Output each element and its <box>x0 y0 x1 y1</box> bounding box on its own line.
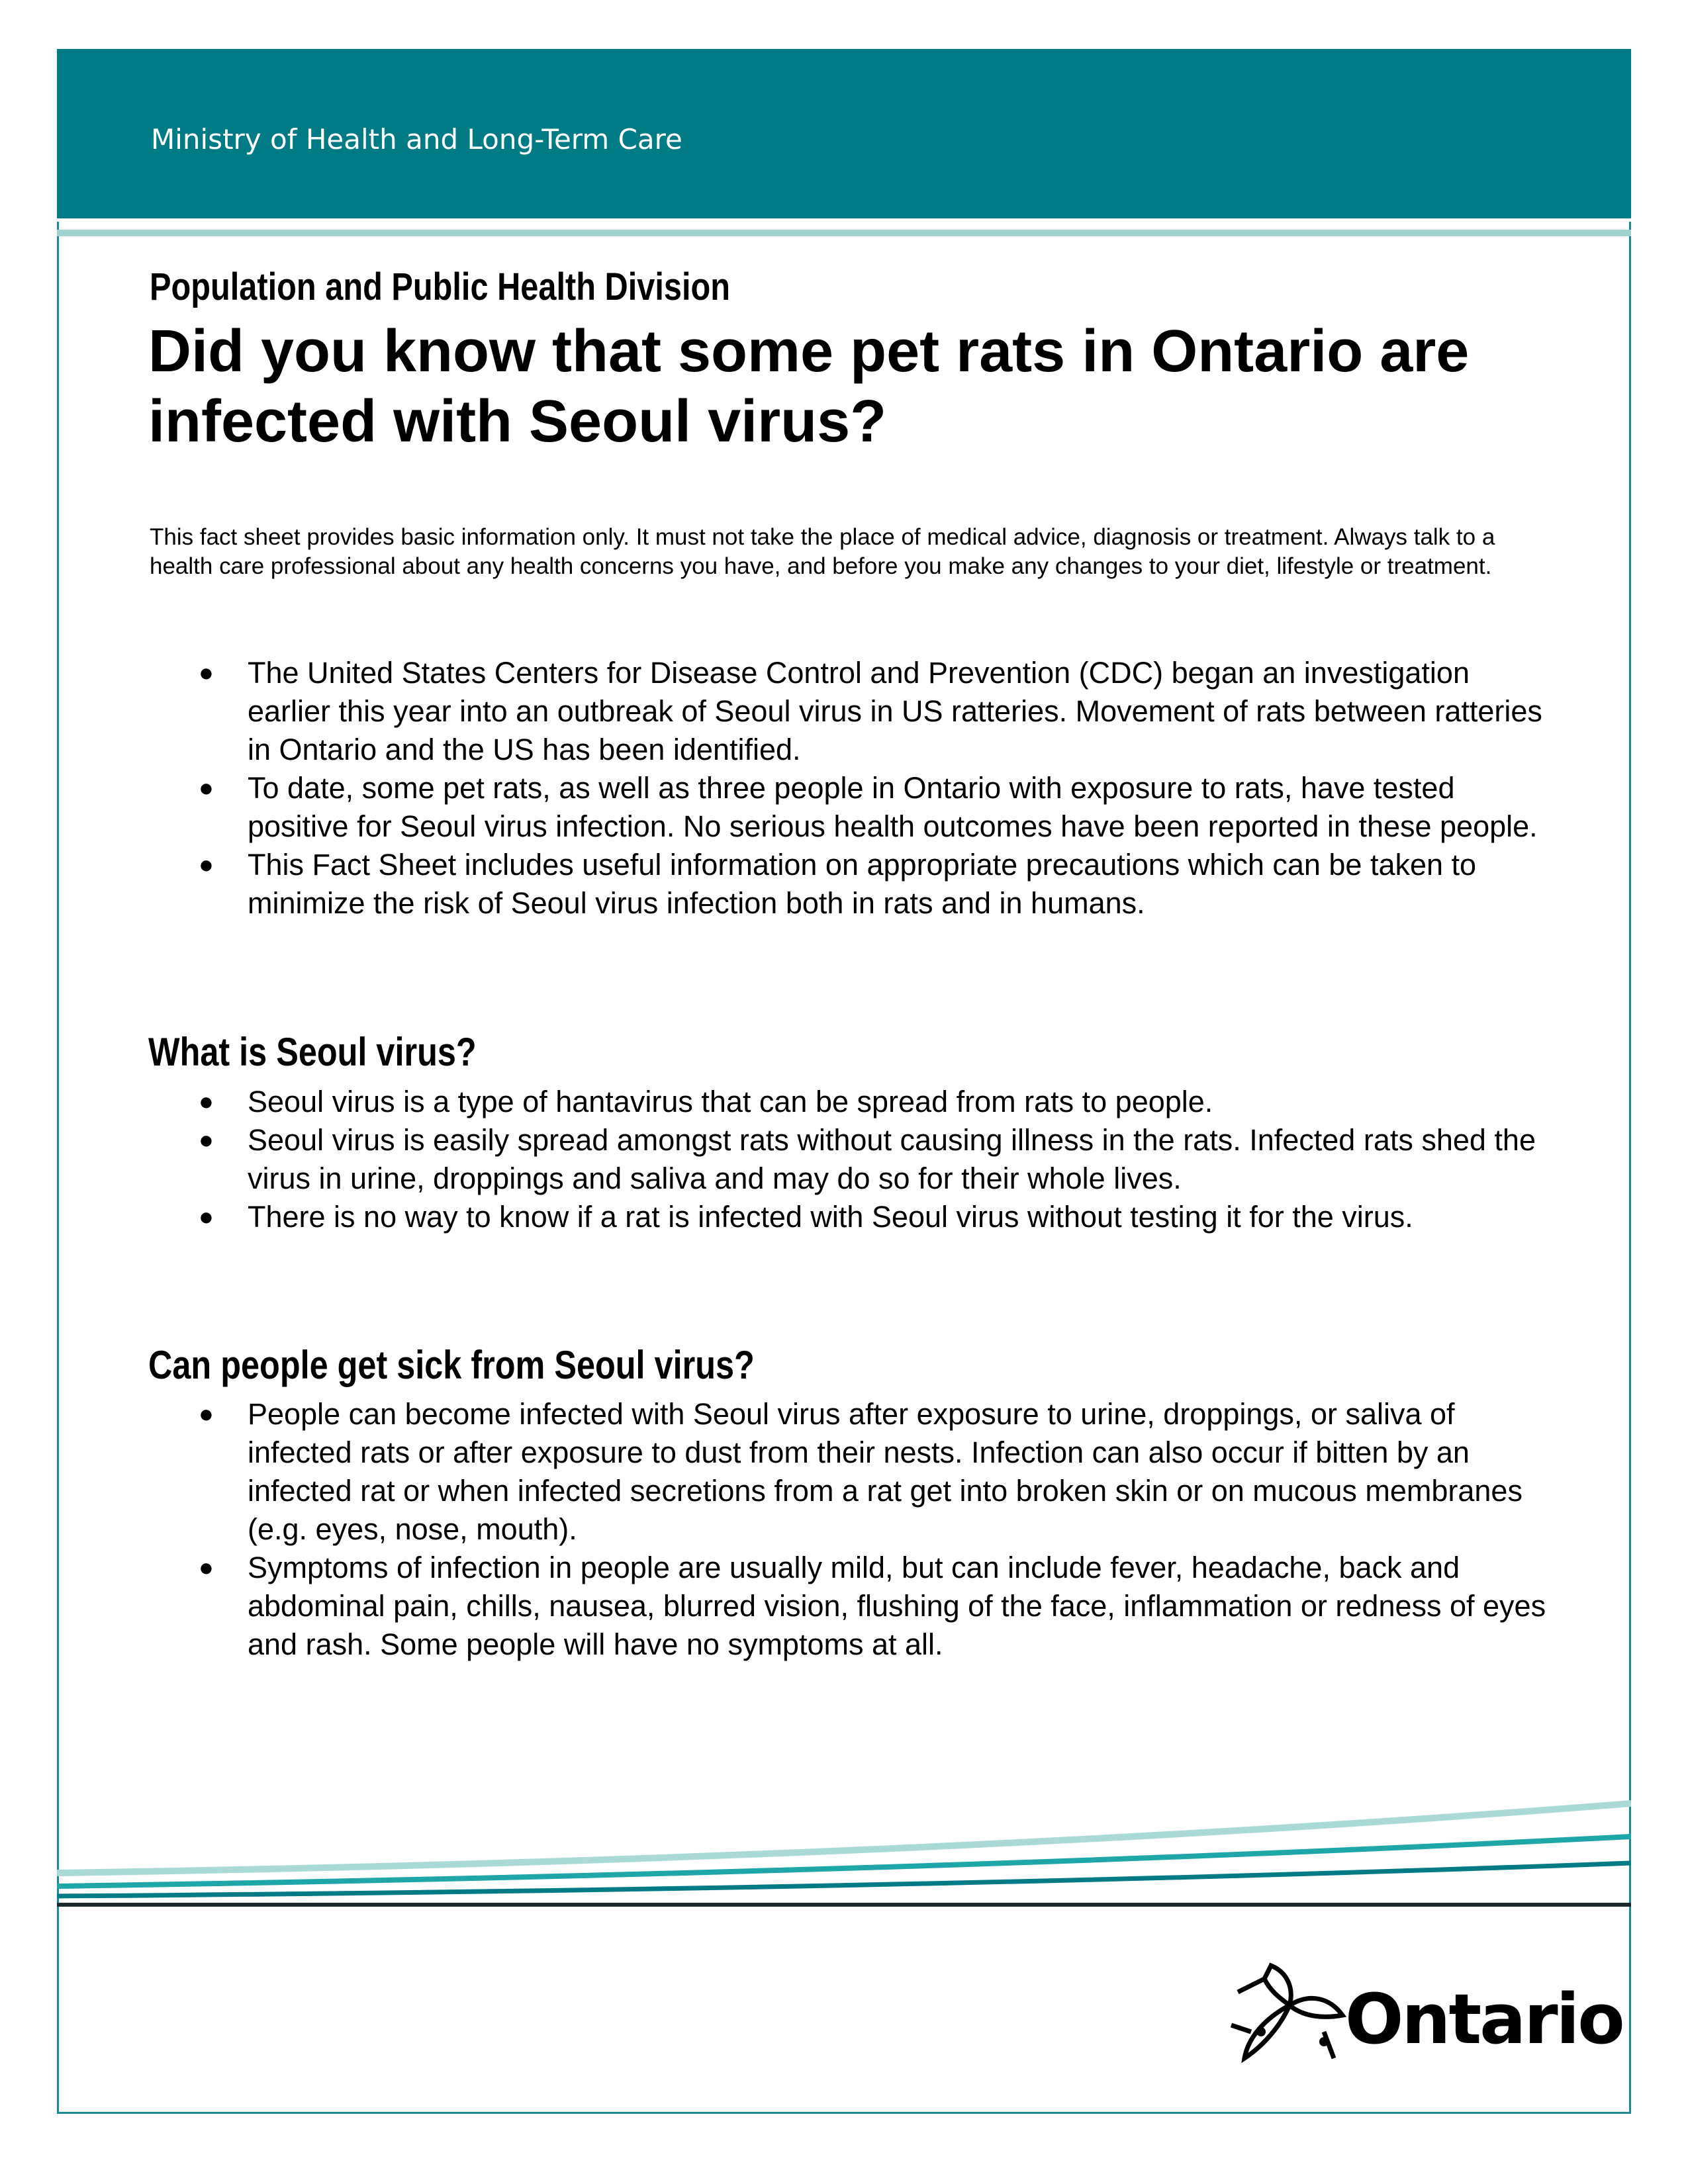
can-people-bullet-list <box>150 1395 1553 1664</box>
list-item-text: The United States Centers for Disease Control and Prevention (CDC) began an investigation earlier this year into an outbreak of Seoul virus in US ratteries. Movement of rats between ratteries in Ontario and the US has been identified. <box>248 656 1542 766</box>
list-item <box>150 846 1553 923</box>
trillium-icon <box>1225 1952 1350 2078</box>
ministry-name: Ministry of Health and Long-Term Care <box>151 123 682 156</box>
list-item <box>150 1121 1553 1198</box>
ontario-wordmark: Ontario <box>1345 1979 1623 2060</box>
list-item <box>150 1395 1553 1549</box>
list-item-text: There is no way to know if a rat is infected with Seoul virus without testing it for the virus. <box>248 1200 1413 1234</box>
header-accent-stripe <box>57 230 1631 236</box>
division-name: Population and Public Health Division <box>150 265 731 308</box>
bullet-icon: ● <box>199 659 214 687</box>
list-item-text: This Fact Sheet includes useful information on appropriate precautions which can be taken to minimize the risk of Seoul virus infection both in rats and in humans. <box>248 848 1477 920</box>
list-item <box>150 769 1553 846</box>
list-item-text: Symptoms of infection in people are usually mild, but can include fever, headache, back and abdominal pain, chills, nausea, blurred vision, flushing of the face, inflammation or redness of eyes and rash. Some people will have no symptoms at all. <box>248 1551 1546 1661</box>
list-item-text: People can become infected with Seoul virus after exposure to urine, droppings, or saliva of infected rats or after exposure to dust from their nests. Infection can also occur if bitten by an infected rat or when infected secretions from a rat get into broken skin or on mucous membranes (e.g. eyes, nose, mouth). <box>248 1397 1523 1546</box>
intro-bullet-list <box>150 654 1553 923</box>
list-item <box>150 1549 1553 1664</box>
page-title: Did you know that some pet rats in Ontario are infected with Seoul virus? <box>148 318 1470 455</box>
decorative-waves <box>57 1787 1631 1919</box>
bullet-icon: ● <box>199 1088 214 1116</box>
list-item <box>150 1198 1553 1236</box>
header-divider <box>57 218 1631 222</box>
what-is-bullet-list <box>150 1083 1553 1236</box>
bullet-icon: ● <box>199 851 214 879</box>
list-item <box>150 654 1553 769</box>
list-item-text: To date, some pet rats, as well as three people in Ontario with exposure to rats, have tested positive for Seoul virus infection. No serious health outcomes have been reported in these people. <box>248 771 1538 843</box>
bullet-icon: ● <box>199 1126 214 1154</box>
bullet-icon: ● <box>199 774 214 802</box>
list-item-text: Seoul virus is easily spread amongst rats without causing illness in the rats. Infected rats shed the virus in urine, droppings and saliva and may do so for their whole lives. <box>248 1123 1536 1195</box>
bullet-icon: ● <box>199 1400 214 1428</box>
bullet-icon: ● <box>199 1203 214 1231</box>
section-heading-can-people: Can people get sick from Seoul virus? <box>148 1343 755 1387</box>
bullet-icon: ● <box>199 1554 214 1582</box>
list-item <box>150 1083 1553 1121</box>
disclaimer-text: This fact sheet provides basic information only. It must not take the place of medical advice, diagnosis or treatment. Always talk to a health care professional about any health concerns you have, and before you make any changes to your diet, lifestyle or treatment. <box>150 524 1495 579</box>
section-heading-what-is: What is Seoul virus? <box>148 1030 477 1074</box>
list-item-text: Seoul virus is a type of hantavirus that can be spread from rats to people. <box>248 1085 1213 1118</box>
